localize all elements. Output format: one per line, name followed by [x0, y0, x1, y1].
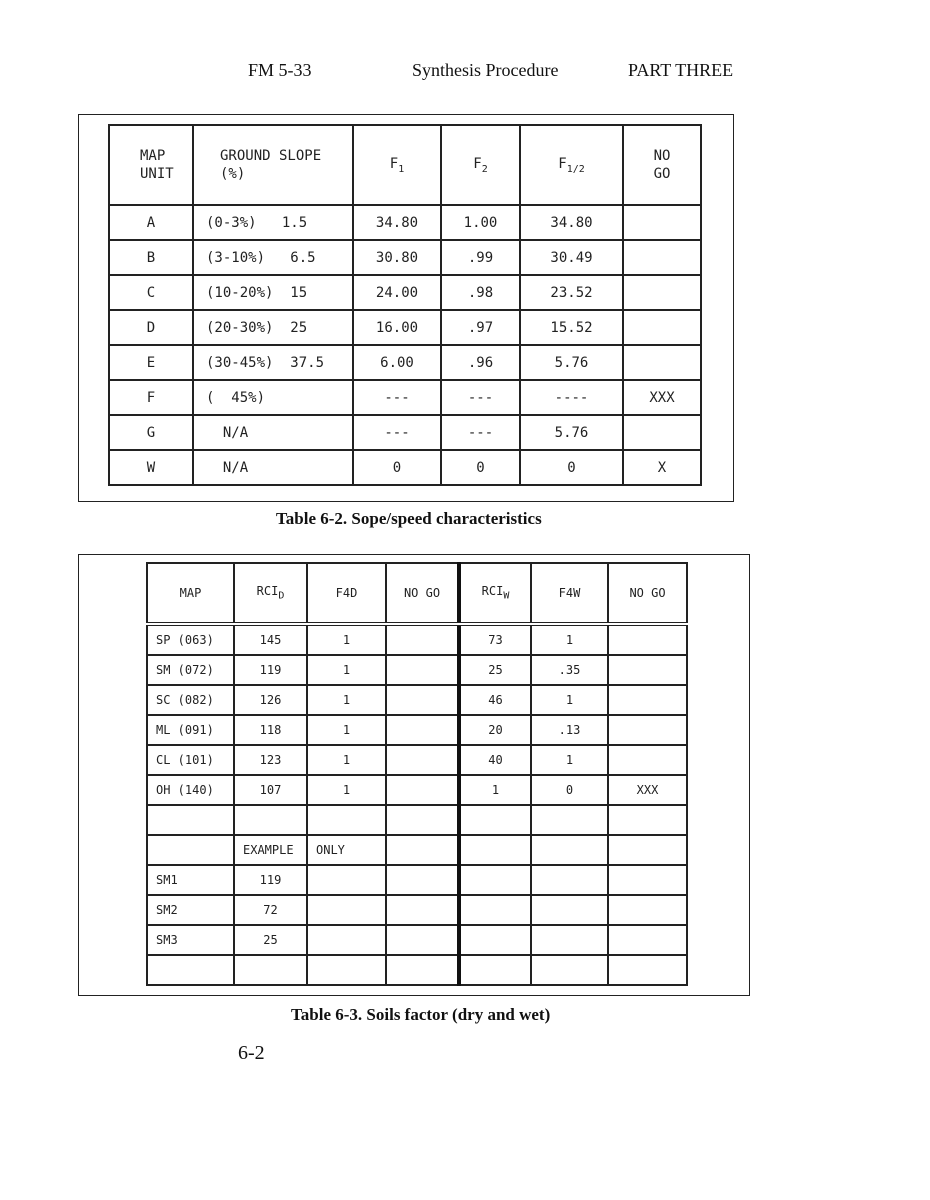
cell-no-go: XXX	[623, 380, 701, 415]
cell-rci-d	[234, 805, 307, 835]
table2-row	[147, 655, 687, 685]
cell-f4w: 0	[531, 775, 608, 805]
cell-f2: .97	[441, 310, 520, 345]
cell-map: SM (072)	[147, 655, 234, 685]
header-part: PART THREE	[628, 60, 734, 80]
cell-map-unit: C	[109, 275, 193, 310]
cell-map	[147, 835, 234, 865]
cell-f4d: 1	[307, 775, 386, 805]
col-f1: $F_1$	[353, 125, 441, 205]
cell-rci-d: 119	[234, 865, 307, 895]
cell-rci-d: 126	[234, 685, 307, 715]
cell-f4d: ONLY	[307, 835, 386, 865]
cell-f4w: 1	[531, 624, 608, 655]
cell-f4d: 1	[307, 624, 386, 655]
cell-rci-d: 145	[234, 624, 307, 655]
cell-no-go-wet	[608, 685, 687, 715]
cell-no-go-dry	[386, 805, 459, 835]
cell-map-unit: B	[109, 240, 193, 275]
cell-ground-slope: N/A	[193, 415, 353, 450]
cell-rci-w	[459, 805, 531, 835]
cell-no-go-dry	[386, 835, 459, 865]
cell-ground-slope: (0-3%) 1.5	[193, 205, 353, 240]
cell-f4w: .35	[531, 655, 608, 685]
cell-rci-w: 46	[459, 685, 531, 715]
cell-f2: ---	[441, 380, 520, 415]
cell-map: OH (140)	[147, 775, 234, 805]
col-no-go-dry: NO GO	[386, 563, 459, 624]
cell-map-unit: A	[109, 205, 193, 240]
col-no-go-wet: NO GO	[608, 563, 687, 624]
cell-f4d: 1	[307, 655, 386, 685]
table2-row	[147, 685, 687, 715]
cell-rci-d: 25	[234, 925, 307, 955]
col-f12: $F_{1/2}$	[520, 125, 623, 205]
cell-no-go	[623, 240, 701, 275]
cell-rci-w: 73	[459, 624, 531, 655]
cell-rci-w: 20	[459, 715, 531, 745]
cell-no-go-dry	[386, 745, 459, 775]
cell-f4w	[531, 895, 608, 925]
cell-f4d: 1	[307, 745, 386, 775]
cell-map: SM1	[147, 865, 234, 895]
cell-map	[147, 805, 234, 835]
cell-map-unit: G	[109, 415, 193, 450]
cell-no-go	[623, 275, 701, 310]
cell-rci-w	[459, 925, 531, 955]
cell-f1: 34.80	[353, 205, 441, 240]
col-ground-slope: GROUND SLOPE (%)	[193, 125, 353, 205]
cell-no-go-wet	[608, 715, 687, 745]
cell-f4d	[307, 805, 386, 835]
col-f4d: F4D	[307, 563, 386, 624]
table1-row	[109, 310, 701, 345]
cell-f2: 0	[441, 450, 520, 485]
cell-no-go-dry	[386, 895, 459, 925]
cell-no-go-wet: XXX	[608, 775, 687, 805]
table2-row	[147, 624, 687, 655]
cell-f1: 30.80	[353, 240, 441, 275]
cell-ground-slope: (30-45%) 37.5	[193, 345, 353, 380]
col-f4w: F4W	[531, 563, 608, 624]
table2-row	[147, 805, 687, 835]
cell-map: ML (091)	[147, 715, 234, 745]
col-map: MAP	[147, 563, 234, 624]
cell-map: SM2	[147, 895, 234, 925]
cell-f4w: .13	[531, 715, 608, 745]
cell-no-go	[623, 310, 701, 345]
table1-row	[109, 275, 701, 310]
cell-no-go-dry	[386, 715, 459, 745]
cell-f12: 23.52	[520, 275, 623, 310]
cell-ground-slope: N/A	[193, 450, 353, 485]
cell-no-go-dry	[386, 865, 459, 895]
cell-no-go-wet	[608, 745, 687, 775]
cell-f1: 6.00	[353, 345, 441, 380]
cell-f1: 0	[353, 450, 441, 485]
table1-row	[109, 345, 701, 380]
cell-no-go-wet	[608, 805, 687, 835]
cell-no-go: X	[623, 450, 701, 485]
cell-no-go-dry	[386, 925, 459, 955]
table1-row	[109, 240, 701, 275]
cell-f12: ----	[520, 380, 623, 415]
cell-ground-slope: (10-20%) 15	[193, 275, 353, 310]
page-number: 6-2	[238, 1042, 265, 1064]
cell-f1: 24.00	[353, 275, 441, 310]
cell-map-unit: D	[109, 310, 193, 345]
cell-f1: 16.00	[353, 310, 441, 345]
cell-no-go-dry	[386, 655, 459, 685]
table2-row	[147, 925, 687, 955]
cell-f4w: 1	[531, 745, 608, 775]
cell-f4w	[531, 925, 608, 955]
cell-rci-d: 107	[234, 775, 307, 805]
table1-row	[109, 205, 701, 240]
table1-row	[109, 415, 701, 450]
header-manual-id: FM 5-33	[248, 60, 312, 80]
slope-speed-table	[108, 124, 702, 486]
cell-f12: 30.49	[520, 240, 623, 275]
header-section-title: Synthesis Procedure	[412, 60, 559, 80]
cell-no-go	[623, 415, 701, 450]
table2-row	[147, 955, 687, 985]
cell-rci-d	[234, 955, 307, 985]
cell-f12: 5.76	[520, 415, 623, 450]
col-rci-w: $RCI_W$	[459, 563, 531, 624]
cell-map-unit: F	[109, 380, 193, 415]
cell-f2: .99	[441, 240, 520, 275]
cell-no-go	[623, 205, 701, 240]
cell-no-go-wet	[608, 655, 687, 685]
cell-no-go-dry	[386, 775, 459, 805]
cell-f4w	[531, 805, 608, 835]
cell-map: CL (101)	[147, 745, 234, 775]
cell-f2: .96	[441, 345, 520, 380]
cell-f4d: 1	[307, 685, 386, 715]
cell-no-go	[623, 345, 701, 380]
cell-f2: .98	[441, 275, 520, 310]
table1-row	[109, 380, 701, 415]
cell-no-go-wet	[608, 955, 687, 985]
cell-rci-d: 119	[234, 655, 307, 685]
cell-no-go-wet	[608, 624, 687, 655]
cell-f4w	[531, 835, 608, 865]
cell-ground-slope: (3-10%) 6.5	[193, 240, 353, 275]
cell-no-go-wet	[608, 865, 687, 895]
cell-f2: 1.00	[441, 205, 520, 240]
col-no-go: NO GO	[623, 125, 701, 205]
cell-rci-w: 40	[459, 745, 531, 775]
cell-f4d: 1	[307, 715, 386, 745]
cell-f12: 0	[520, 450, 623, 485]
table2-caption: Table 6-3. Soils factor (dry and wet)	[291, 1005, 551, 1024]
cell-map-unit: E	[109, 345, 193, 380]
cell-f4w	[531, 955, 608, 985]
col-f2: $F_2$	[441, 125, 520, 205]
cell-no-go-wet	[608, 835, 687, 865]
cell-f4d	[307, 895, 386, 925]
cell-rci-w	[459, 895, 531, 925]
table2-row	[147, 715, 687, 745]
cell-rci-w	[459, 835, 531, 865]
table2-row	[147, 865, 687, 895]
cell-map: SM3	[147, 925, 234, 955]
cell-no-go-wet	[608, 925, 687, 955]
cell-ground-slope: ( 45%)	[193, 380, 353, 415]
cell-rci-d: EXAMPLE	[234, 835, 307, 865]
table2-row	[147, 745, 687, 775]
cell-no-go-dry	[386, 955, 459, 985]
cell-rci-w: 25	[459, 655, 531, 685]
cell-rci-d: 118	[234, 715, 307, 745]
cell-no-go-wet	[608, 895, 687, 925]
cell-rci-w: 1	[459, 775, 531, 805]
cell-f1: ---	[353, 380, 441, 415]
table2-header-row	[147, 563, 687, 624]
cell-rci-w	[459, 955, 531, 985]
cell-f4d	[307, 955, 386, 985]
col-rci-d: $RCI_D$	[234, 563, 307, 624]
cell-f12: 15.52	[520, 310, 623, 345]
cell-f4d	[307, 865, 386, 895]
cell-f12: 34.80	[520, 205, 623, 240]
table2-row	[147, 895, 687, 925]
cell-no-go-dry	[386, 624, 459, 655]
soils-factor-table	[146, 562, 688, 986]
cell-rci-w	[459, 865, 531, 895]
table1-header-row	[109, 125, 701, 205]
table1-row	[109, 450, 701, 485]
cell-map: SP (063)	[147, 624, 234, 655]
col-map-unit: MAP UNIT	[109, 125, 193, 205]
cell-f4w: 1	[531, 685, 608, 715]
cell-f4w	[531, 865, 608, 895]
table1-caption: Table 6-2. Sope/speed characteristics	[276, 509, 542, 528]
table2-row	[147, 775, 687, 805]
cell-map	[147, 955, 234, 985]
cell-map: SC (082)	[147, 685, 234, 715]
table2-row	[147, 835, 687, 865]
cell-rci-d: 123	[234, 745, 307, 775]
cell-map-unit: W	[109, 450, 193, 485]
cell-rci-d: 72	[234, 895, 307, 925]
cell-no-go-dry	[386, 685, 459, 715]
cell-f1: ---	[353, 415, 441, 450]
cell-ground-slope: (20-30%) 25	[193, 310, 353, 345]
cell-f4d	[307, 925, 386, 955]
cell-f2: ---	[441, 415, 520, 450]
cell-f12: 5.76	[520, 345, 623, 380]
